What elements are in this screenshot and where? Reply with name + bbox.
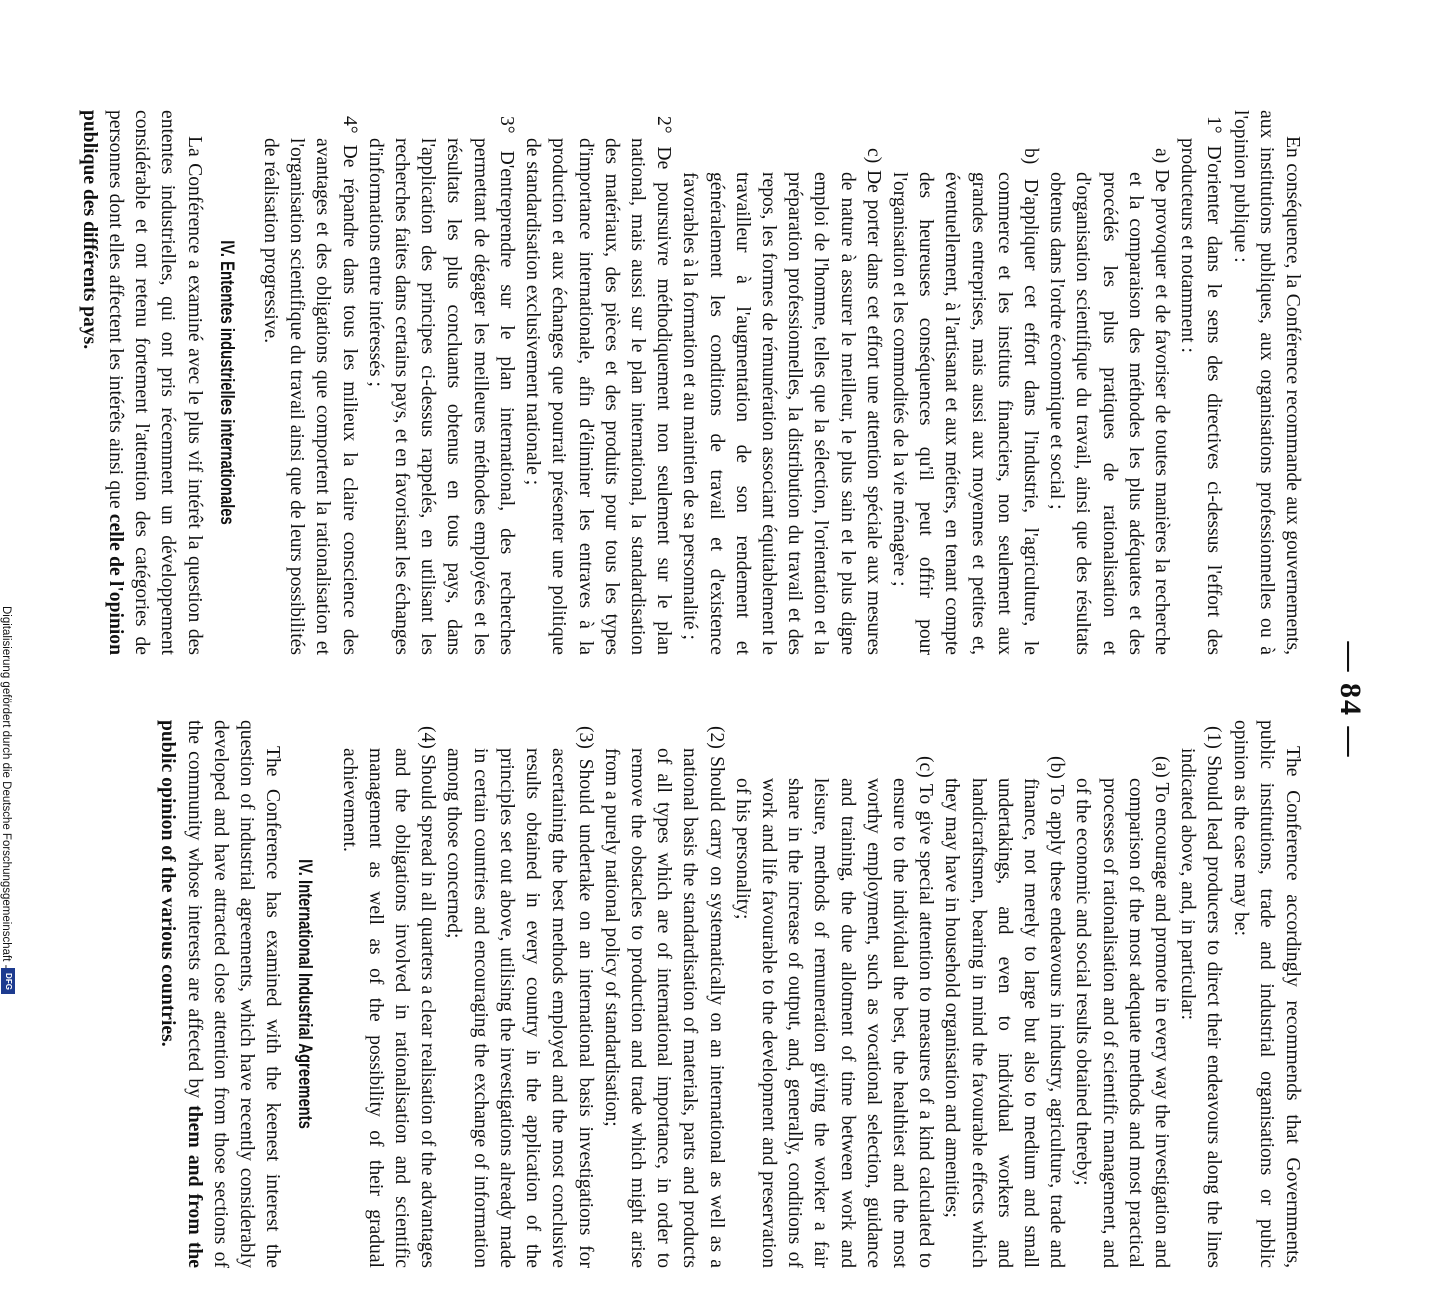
digitization-footer (0, 0, 18, 1000)
french-item-3: 3° D'entreprendre sur le plan international, des recherches permettant de dégager les meilleures méthodes employées et les résultats les plus concluants obtenus en tous pays, dans l'application des principes ci-dessus rappelés, en utilisant les recherches faites dans certains pays, et en favorisant les échanges d'informations entre intéressés ; (364, 116, 517, 655)
english-column (154, 720, 1305, 1268)
french-paragraph-bold-text: celle de l'opinion publique des différents pays. (78, 110, 127, 655)
french-item-4: 4° De répandre dans tous les milieux la claire conscience des avantages et des obligations que comportent la rationalisation et l'organisation scientifique du travail ainsi que de leurs possibilités de réalisation progressive. (260, 116, 360, 655)
french-section-heading: IV. Ententes industrielles internationales (215, 240, 237, 525)
english-item-3: (3) Should undertake on an international basis investigations for ascertaining the best methods employed and the most conclusive results obtained in every country in the application of the principles set out above, utilising the investigations already made in certain countries and encouraging the exchange of information among those concerned; (443, 726, 596, 1268)
english-item-1b: (b) To apply these endeavours in industry, agriculture, trade and finance, not merely to large but also to medium and small undertakings, and even to individual workers and handicraftsmen, bearing in mind the favourable effects which they may have in household organisation and amenities; (941, 756, 1068, 1268)
dfg-logo-icon (1, 968, 15, 994)
french-section-paragraph (76, 110, 207, 655)
dfg-logo-text: DFG (3, 972, 13, 990)
french-item-2: 2° De poursuivre méthodiquement non seulement sur le plan national, mais aussi sur le plan international, la standardisation des matériaux, des pièces et des produits pour tous les types d'importance internationale, afin d'éliminer les entraves à la production et aux échanges que pourrait présenter une politique de standardisation exclusivement nationale ; (522, 116, 675, 655)
english-paragraph-text: The Conference has examined with the keenest interest the question of industrial agreements, which have recently considerably developed and have attracted close attention from those sections of the community whose interests are affected by (183, 720, 284, 1268)
english-item-1: (1) Should lead producers to direct their endeavours along the lines indicated above, and, in particular: (1177, 726, 1225, 1268)
french-item-1a: a) De provoquer et de favoriser de toutes manières la recherche et la comparaison des méthodes les plus adéquates et des procédés les plus pratiques de rationalisation et d'organisation scientifique du travail, ainsi que des résultats obtenus dans l'ordre économique et social ; (1046, 148, 1172, 655)
french-paragraph-text: La Conférence a examiné avec le plus vif intérêt la question des ententes industrielles, qui ont pris récemment un développement considérable et ont retenu fortement l'attention des catégories de personnes dont elles affectent les intérêts ainsi que (105, 110, 205, 655)
english-item-2: (2) Should carry on systematically on an international as well as a national basis the standardisation of materials, parts and products of all types which are of international importance, in order to remove the obstacles to production and trade which might arise from a purely national policy of standardisation; (600, 726, 727, 1268)
english-paragraph-bold-text: them and from the public opinion of the various countries. (157, 720, 205, 1268)
english-item-4: (4) Should spread in all quarters a clear realisation of the advantages and the obligations involved in rationalisation and scientific management as well as of the possibility of their gradual achievement. (338, 726, 439, 1268)
french-column (76, 110, 1305, 655)
french-item-1b: b) D'appliquer cet effort dans l'industrie, l'agriculture, le commerce et les instituts financiers, non seulement aux grandes entreprises, mais aussi aux moyennes et petites et, éventuellement, à l'artisanat et aux métiers, en tenant compte des heureuses conséquences qu'il peut offrir pour l'organisation et les commodités de la vie ménagère ; (888, 148, 1041, 655)
french-item-1: 1° D'orienter dans le sens des directives ci-dessus l'effort des producteurs et notamment : (1177, 116, 1225, 655)
rotated-document-page (78, 110, 1367, 1268)
page-number: — 84 — (1334, 641, 1367, 759)
footer-credit-text: Digitalisierung gefördert durch die Deutsche Forschungsgemeinschaft - (0, 606, 12, 969)
english-item-1a: (a) To encourage and promote in every way the investigation and comparison of the most adequate methods and most practical processes of rationalisation and of scientific management, and of the economic and social results obtained thereby; (1072, 756, 1172, 1268)
english-item-1c: (c) To give special attention to measures of a kind calculated to ensure to the individual the best, the healthiest and the most worthy employment, such as vocational selection, guidance and training, the due allotment of time between work and leisure, methods of remuneration giving the worker a fair share in the increase of output, and, generally, conditions of work and life favourable to the development and preservation of his personality; (731, 756, 937, 1268)
english-section-paragraph (154, 720, 285, 1268)
french-intro: En conséquence, la Conférence recommande aux gouvernements, aux institutions publiques, aux organisations professionnelles ou à l'opinion publique : (1229, 110, 1303, 655)
english-section-heading: IV. International Industrial Agreements (294, 859, 316, 1129)
english-intro: The Conference accordingly recommends that Governments, public institutions, trade and industrial organisations or public opinion as the case may be: (1229, 720, 1303, 1268)
french-item-1c: c) De porter dans cet effort une attention spéciale aux mesures de nature à assurer le meilleur, le plus sain et le plus digne emploi de l'homme, telles que la sélection, l'orientation et la préparation professionnelles, la distribution du travail et des repos, les formes de rémunération associant équitablement le travailleur à l'augmentation de son rendement et généralement les conditions de travail et d'existence favorables à la formation et au maintien de sa personnalité ; (679, 148, 884, 655)
